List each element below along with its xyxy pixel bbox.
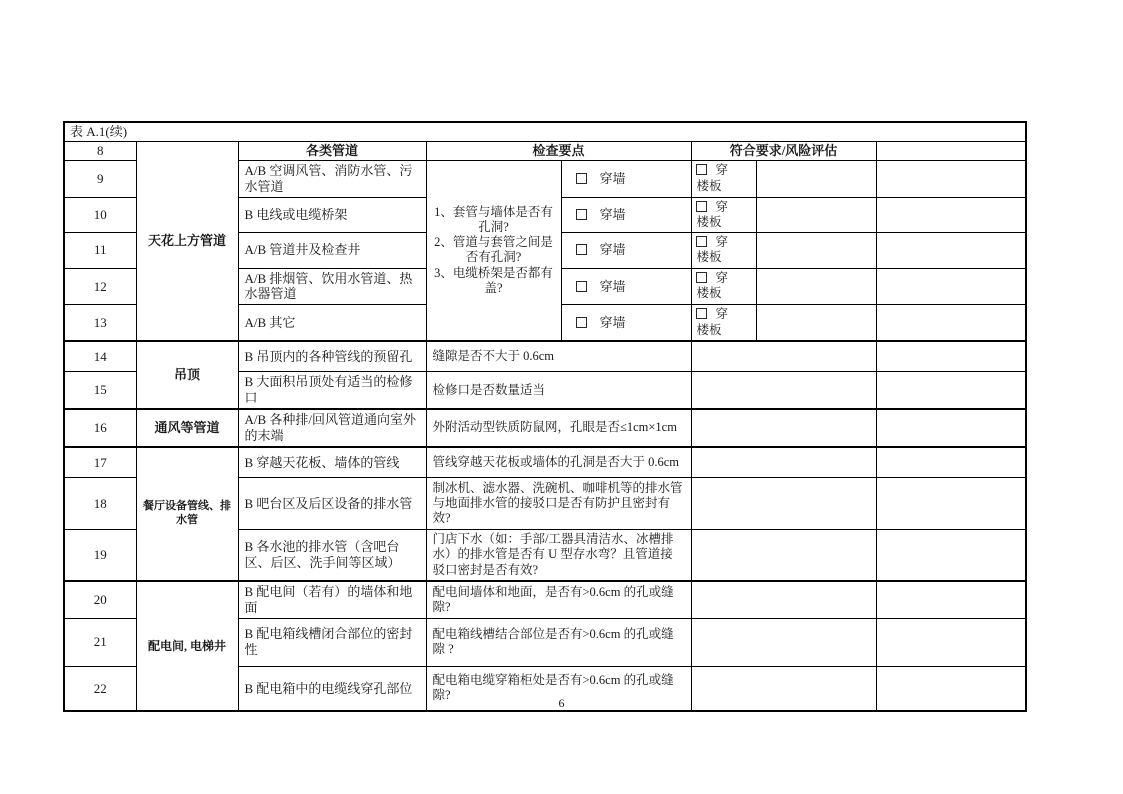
- checkpoint-item-2: 2、管道与套管之间是否有孔洞?: [434, 235, 553, 265]
- floor-label-line1: 穿: [715, 199, 729, 214]
- row-13-number: 13: [64, 305, 136, 341]
- row-12-number: 12: [64, 268, 136, 305]
- floor-label-line1: 穿: [715, 235, 729, 250]
- row-11-number: 11: [64, 233, 136, 269]
- row-17-number: 17: [64, 447, 136, 478]
- checkbox-icon: [576, 281, 587, 292]
- checkbox-icon: [696, 236, 707, 247]
- floor-label-line2: 楼板: [696, 286, 722, 301]
- row-20-checkpoint-cell: 配电间墙体和地面，是否有>0.6cm 的孔或缝隙?: [426, 581, 691, 618]
- row-10-number: 10: [64, 197, 136, 233]
- row-22-checkpoint-cell: 配电箱电缆穿箱柜处是否有>0.6cm 的孔或缝隙?: [426, 666, 691, 711]
- row-10-compliance-cell: [756, 197, 876, 233]
- row-21-pipes-cell: B 配电箱线槽闭合部位的密封性: [238, 618, 426, 666]
- wall-label: 穿墙: [599, 314, 626, 330]
- wall-label: 穿墙: [599, 206, 626, 222]
- row-17-compliance-cell: [691, 447, 876, 478]
- wall-label: 穿墙: [599, 278, 626, 294]
- row-16-compliance-cell: [691, 409, 876, 447]
- row-13-notes-cell: [876, 305, 1026, 341]
- checkbox-icon: [696, 201, 707, 212]
- row-13-pipes-cell: A/B 其它: [238, 305, 426, 341]
- row-15-checkpoint-cell: 检修口是否数量适当: [426, 372, 691, 409]
- checkbox-icon: [696, 308, 707, 319]
- checkbox-icon: [576, 173, 587, 184]
- wall-label: 穿墙: [599, 170, 626, 186]
- category-ceiling-pipes: 天花上方管道: [136, 141, 238, 340]
- checkbox-icon: [576, 317, 587, 328]
- row-21-checkpoint-cell: 配电箱线槽结合部位是否有>0.6cm 的孔或缝隙 ?: [426, 618, 691, 666]
- row-9-pipes-cell: A/B 空调风管、消防水管、污水管道: [238, 160, 426, 197]
- floor-label-line2: 楼板: [696, 178, 722, 193]
- row-10-floor-option: [691, 197, 756, 233]
- row-18-notes-cell: [876, 478, 1026, 530]
- table-title: 表 A.1(续): [64, 122, 1026, 141]
- row-14-checkpoint-cell: 缝隙是否不大于 0.6cm: [426, 341, 691, 372]
- row-22-pipes-cell: B 配电箱中的电缆线穿孔部位: [238, 666, 426, 711]
- checkbox-icon: [576, 244, 587, 255]
- row-9-compliance-cell: [756, 160, 876, 197]
- row-18-pipes-cell: B 吧台区及后区设备的排水管: [238, 478, 426, 530]
- row-11-notes-cell: [876, 233, 1026, 269]
- row-16-number: 16: [64, 409, 136, 447]
- row-16-checkpoint-cell: 外附活动型铁质防鼠网，孔眼是否≤1cm×1cm: [426, 409, 691, 447]
- row-21-notes-cell: [876, 618, 1026, 666]
- category-suspended-ceiling: 吊顶: [136, 341, 238, 409]
- row-13-compliance-cell: [756, 305, 876, 341]
- page-number: 6: [558, 696, 565, 710]
- row-9-number: 9: [64, 160, 136, 197]
- row-17-pipes-cell: B 穿越天花板、墙体的管线: [238, 447, 426, 478]
- row-12-notes-cell: [876, 268, 1026, 305]
- row-12-compliance-cell: [756, 268, 876, 305]
- row-15-notes-cell: [876, 372, 1026, 409]
- row-19-number: 19: [64, 530, 136, 581]
- column-header-compliance: 符合要求/风险评估: [691, 141, 876, 160]
- row-9-notes-cell: [876, 160, 1026, 197]
- checkbox-icon: [696, 164, 707, 175]
- row-17-checkpoint-cell: 管线穿越天花板或墙体的孔洞是否大于 0.6cm: [426, 447, 691, 478]
- row-18-compliance-cell: [691, 478, 876, 530]
- row-13-wall-option: [561, 305, 691, 341]
- checkpoints-list-cell: [426, 160, 561, 340]
- checkpoint-item-1: 1、套管与墙体是否有孔洞?: [434, 204, 553, 234]
- wall-label: 穿墙: [599, 242, 626, 258]
- column-header-blank: [876, 141, 1026, 160]
- row-20-pipes-cell: B 配电间（若有）的墙体和地面: [238, 581, 426, 618]
- row-19-notes-cell: [876, 530, 1026, 581]
- row-8-number: 8: [64, 141, 136, 160]
- floor-label-line2: 楼板: [696, 214, 722, 229]
- row-16-pipes-cell: A/B 各种排/回风管道通向室外的末端: [238, 409, 426, 447]
- floor-label-line1: 穿: [715, 271, 729, 286]
- row-11-pipes-cell: A/B 管道井及检查井: [238, 233, 426, 269]
- row-16-notes-cell: [876, 409, 1026, 447]
- row-14-notes-cell: [876, 341, 1026, 372]
- row-20-number: 20: [64, 581, 136, 618]
- checkbox-icon: [696, 272, 707, 283]
- column-header-checkpoints: 检查要点: [426, 141, 691, 160]
- row-12-pipes-cell: A/B 排烟管、饮用水管道、热水器管道: [238, 268, 426, 305]
- row-11-compliance-cell: [756, 233, 876, 269]
- floor-label-line1: 穿: [715, 307, 729, 322]
- row-22-number: 22: [64, 666, 136, 711]
- row-15-compliance-cell: [691, 372, 876, 409]
- row-14-number: 14: [64, 341, 136, 372]
- row-20-compliance-cell: [691, 581, 876, 618]
- row-18-checkpoint-cell: 制冰机、滤水器、洗碗机、咖啡机等的排水管与地面排水管的接驳口是否有防护且密封有效?: [426, 478, 691, 530]
- column-header-pipes: 各类管道: [238, 141, 426, 160]
- row-18-number: 18: [64, 478, 136, 530]
- row-15-pipes-cell: B 大面积吊顶处有适当的检修口: [238, 372, 426, 409]
- row-17-notes-cell: [876, 447, 1026, 478]
- row-13-floor-option: [691, 305, 756, 341]
- row-11-wall-option: [561, 233, 691, 269]
- category-power-room: 配电间, 电梯井: [136, 581, 238, 711]
- category-ventilation: 通风等管道: [136, 409, 238, 447]
- row-9-floor-option: [691, 160, 756, 197]
- checkpoint-item-3: 3、电缆桥架是否都有盖?: [434, 265, 553, 295]
- row-12-wall-option: [561, 268, 691, 305]
- row-11-floor-option: [691, 233, 756, 269]
- row-19-compliance-cell: [691, 530, 876, 581]
- floor-label-line2: 楼板: [696, 322, 722, 337]
- row-14-pipes-cell: B 吊顶内的各种管线的预留孔: [238, 341, 426, 372]
- row-19-checkpoint-cell: 门店下水（如：手部/工器具清洁水、冰槽排水）的排水管是否有 U 型存水弯？且管道接驳口密封是否有效?: [426, 530, 691, 581]
- row-10-pipes-cell: B 电线或电缆桥架: [238, 197, 426, 233]
- category-restaurant: 餐厅设备管线、排水管: [136, 447, 238, 581]
- row-9-wall-option: [561, 160, 691, 197]
- row-12-floor-option: [691, 268, 756, 305]
- floor-label-line1: 穿: [715, 163, 729, 178]
- row-10-wall-option: [561, 197, 691, 233]
- row-20-notes-cell: [876, 581, 1026, 618]
- inspection-table: [63, 121, 1027, 712]
- row-10-notes-cell: [876, 197, 1026, 233]
- row-21-compliance-cell: [691, 618, 876, 666]
- row-21-number: 21: [64, 618, 136, 666]
- row-15-number: 15: [64, 372, 136, 409]
- row-14-compliance-cell: [691, 341, 876, 372]
- checkbox-icon: [576, 209, 587, 220]
- floor-label-line2: 楼板: [696, 250, 722, 265]
- row-19-pipes-cell: B 各水池的排水管（含吧台区、后区、洗手间等区域）: [238, 530, 426, 581]
